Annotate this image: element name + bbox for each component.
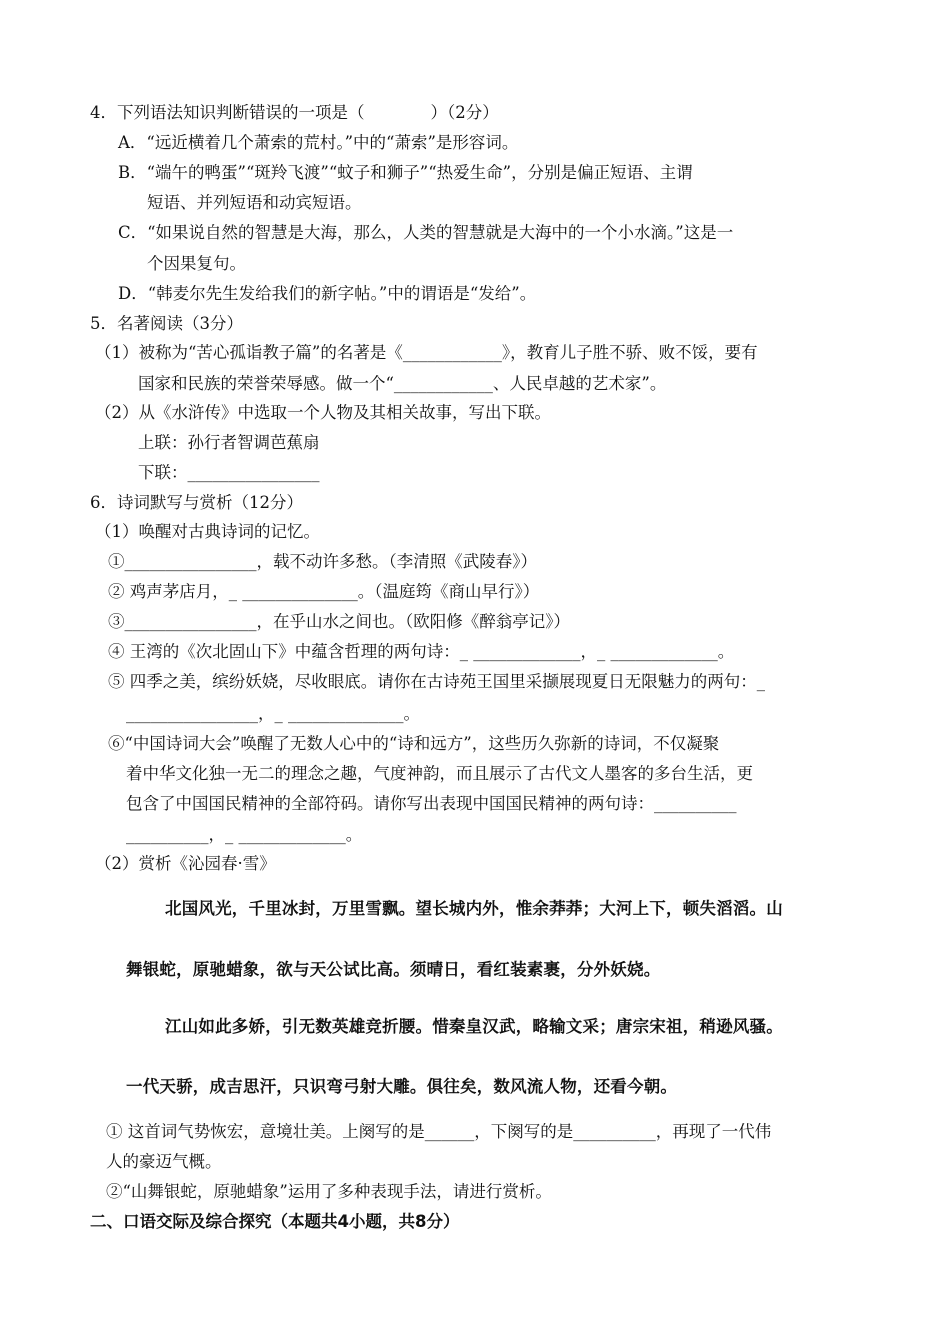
q6-item6-line1: ⑥“中国诗词大会”唤醒了无数人心中的“诗和远方”，这些历久弥新的诗词，不仅凝聚 (108, 734, 720, 753)
q5-part1-line2: 国家和民族的荣誉荣辱感。做一个“____________、人民卓越的艺术家”。 (138, 374, 667, 393)
q5-stem: 5．名著阅读（3分） (90, 314, 243, 333)
poem-line2: 舞银蛇，原驰蜡象，欲与天公试比高。须晴日，看红装素裹，分外妖娆。 (126, 960, 661, 979)
q6-analysis2: ②“山舞银蛇，原驰蜡象”运用了多种表现手法，请进行赏析。 (106, 1182, 552, 1201)
q6-analysis1-line2: 人的豪迈气概。 (106, 1152, 222, 1171)
q6-item1: ①________________，载不动许多愁。（李清照《武陵春》） (108, 552, 537, 571)
q6-item5-line1: ⑤ 四季之美，缤纷妖娆，尽收眼底。请你在古诗苑王国里采撷展现夏日无限魅力的两句：_ (108, 672, 765, 691)
q6-item3: ③________________，在乎山水之间也。（欧阳修《醉翁亭记》） (108, 612, 570, 631)
q4-option-c-line2: 个因果复句。 (147, 254, 246, 273)
q6-stem: 6．诗词默写与赏析（12分） (90, 493, 303, 512)
q4-option-b-line2: 短语、并列短语和动宾短语。 (147, 193, 362, 212)
q6-part1: （1）唤醒对古典诗词的记忆。 (95, 522, 320, 541)
q6-item6-line3: 包含了中国国民精神的全部符码。请你写出表现中国国民精神的两句诗：__________ (126, 794, 737, 813)
poem-line3: 江山如此多娇，引无数英雄竞折腰。惜秦皇汉武，略输文采；唐宗宋祖，稍逊风骚。 (165, 1017, 783, 1036)
q5-upper-couplet: 上联：孙行者智调芭蕉扇 (138, 433, 320, 452)
q5-part2: （2）从《水浒传》中选取一个人物及其相关故事，写出下联。 (95, 403, 551, 422)
section-2-heading: 二、口语交际及综合探究（本题共4小题，共8分） (90, 1212, 460, 1231)
q6-item4: ④ 王湾的《次北固山下》中蕴含哲理的两句诗：_ _____________，_ _____________。 (108, 642, 735, 661)
q6-item5-line2: ________________，_ ______________。 (126, 704, 420, 723)
q6-item6-line2: 着中华文化独一无二的理念之趣，气度神韵，而且展示了古代文人墨客的多台生活，更 (126, 764, 753, 783)
q6-part2: （2）赏析《沁园春·雪》 (95, 854, 276, 873)
q4-option-b-line1: B．“端午的鸭蛋”“斑羚飞渡”“蚊子和狮子”“热爱生命”，分别是偏正短语、主谓 (118, 163, 693, 182)
q4-option-c-line1: C．“如果说自然的智慧是大海，那么，人类的智慧就是大海中的一个小水滴。”这是一 (118, 223, 734, 242)
q5-lower-couplet: 下联：________________ (138, 463, 320, 482)
q4-option-d: D．“韩麦尔先生发给我们的新字帖。”中的谓语是“发给”。 (118, 284, 537, 303)
q6-analysis1-line1: ① 这首词气势恢宏，意境壮美。上阕写的是______，下阕写的是__________，再现了一代伟 (106, 1122, 772, 1141)
q5-part1-line1: （1）被称为“苦心孤诣教子篇”的名著是《____________》，教育儿子胜不骄、败不馁，要有 (95, 343, 758, 362)
q6-item2: ② 鸡声茅店月，_ ______________。（温庭筠《商山早行》） (108, 582, 540, 601)
poem-line1: 北国风光，千里冰封，万里雪飘。望长城内外，惟余莽莽；大河上下，顿失滔滔。山 (165, 899, 783, 918)
q4-stem: 4．下列语法知识判断错误的一项是（ ）（2分） (90, 103, 499, 122)
q6-item6-line4: __________，_ _____________。 (126, 825, 363, 844)
q4-option-a: A．“远近横着几个萧索的荒村。”中的“萧索”是形容词。 (118, 133, 519, 152)
poem-line4: 一代天骄，成吉思汗，只识弯弓射大雕。俱往矣，数风流人物，还看今朝。 (126, 1077, 678, 1096)
